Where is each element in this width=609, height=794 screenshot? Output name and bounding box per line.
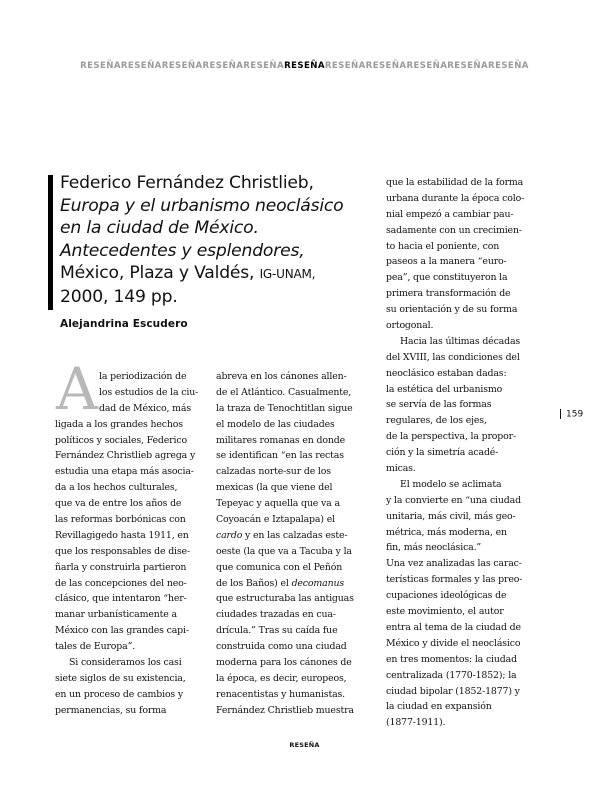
text-line: siete siglos de su existencia, xyxy=(55,672,186,684)
page-number xyxy=(560,409,583,420)
text-line: terísticas formales y las preo- xyxy=(386,574,523,586)
text-line: las reformas borbónicas con xyxy=(55,514,186,526)
drop-cap: A xyxy=(56,355,98,423)
text-line: entra al tema de la ciudad de xyxy=(386,621,521,633)
text-line: neoclásico estaban dadas: xyxy=(386,367,507,379)
text-line: Tepeyac y aquella que va a xyxy=(216,498,340,510)
text-line: manar urbanísticamente a xyxy=(55,609,177,621)
title-institution: IG-UNAM, xyxy=(259,267,316,282)
text-line: drícula.” Tras su caída fue xyxy=(216,625,338,637)
text-column-2 xyxy=(216,369,376,719)
text-line: clásico, que intentaron “her- xyxy=(55,593,187,605)
title-line xyxy=(60,262,370,286)
text-line xyxy=(216,576,376,592)
text-line: abreva en los cánones allen- xyxy=(216,371,347,382)
page-number-value: 159 xyxy=(566,409,584,420)
text-line: de la perspectiva, la propor- xyxy=(386,431,516,443)
text-line: micas. xyxy=(386,463,416,475)
text-line: y la convierte en “una ciudad xyxy=(386,494,521,506)
text-column-1 xyxy=(55,369,210,719)
text-line: en tres momentos: la ciudad xyxy=(386,653,517,665)
text-line: la estética del urbanismo xyxy=(386,383,503,395)
text-line: la época, es decir, europeos, xyxy=(216,672,347,684)
text-line: los estudios de la ciu- xyxy=(99,386,199,398)
header-highlight: RESEÑA xyxy=(284,61,325,71)
text-line: dad de México, más xyxy=(99,402,191,414)
text-column-3 xyxy=(386,175,546,731)
text-line: del XVIII, las condiciones del xyxy=(386,351,520,363)
text-line: ortogonal. xyxy=(386,320,434,332)
text-line: en un proceso de cambios y xyxy=(55,688,184,700)
text-line: tales de Europa”. xyxy=(55,641,136,653)
header-repeat-left: RESEÑARESEÑARESEÑARESEÑARESEÑA xyxy=(80,61,285,71)
text-line: ciudades trazadas en cua- xyxy=(216,609,336,621)
text-line: que comunica con el Peñón xyxy=(216,561,343,573)
text-line: la ciudad en expansión xyxy=(386,701,492,713)
text-line: se identifican “en las rectas xyxy=(216,450,344,462)
text-line: unitaria, más civil, más geo- xyxy=(386,510,516,522)
text-line: calzadas norte-sur de los xyxy=(216,466,331,478)
text-line: urbana durante la época colo- xyxy=(386,192,525,204)
text-line: que los responsables de dise- xyxy=(55,545,190,557)
text-line: (1877-1911). xyxy=(386,717,446,729)
text-line: que va de entre los años de xyxy=(55,498,182,510)
text-line: se servía de las formas xyxy=(386,399,492,411)
text-line: Revillagigedo hasta 1911, en xyxy=(55,529,189,541)
text-line: ciudad bipolar (1852-1877) y xyxy=(386,685,520,697)
text-line: militares romanas en donde xyxy=(216,434,345,446)
text-line: centralizada (1770-1852); la xyxy=(386,669,517,681)
text-line xyxy=(216,528,376,544)
text-line: México con las grandes capi- xyxy=(55,625,189,637)
review-title xyxy=(60,172,370,309)
text-line: Si consideramos los casi xyxy=(69,657,182,669)
title-line: en la ciudad de México. xyxy=(60,218,259,239)
page-number-divider xyxy=(560,409,561,419)
title-line: Antecedentes y esplendores, xyxy=(60,240,305,261)
text-line: paseos a la manera “euro- xyxy=(386,256,507,268)
text-line: regulares, de los ejes, xyxy=(386,415,487,427)
text-line: mexicas (la que viene del xyxy=(216,482,333,494)
text-line: construida como una ciudad xyxy=(216,641,347,653)
header-repeat-right: RESEÑARESEÑARESEÑARESEÑARESEÑA xyxy=(324,61,529,71)
text-line: este movimiento, el autor xyxy=(386,606,504,618)
text-line: Fernández Christlieb muestra xyxy=(216,704,354,716)
text-line: Hacia las últimas décadas xyxy=(400,335,521,347)
text-line: sadamente con un crecimien- xyxy=(386,224,522,236)
text-line: permanencias, su forma xyxy=(55,704,167,716)
text-line: cupaciones ideológicas de xyxy=(386,590,507,602)
text-line: México y divide el neoclásico xyxy=(386,637,521,649)
text-line: moderna para los cánones de xyxy=(216,657,352,669)
title-accent-bar xyxy=(48,175,53,310)
title-line: Europa y el urbanismo neoclásico xyxy=(60,195,344,216)
title-publisher: México, Plaza y Valdés, xyxy=(60,263,260,284)
text-line: políticos y sociales, Federico xyxy=(55,434,187,446)
text-line: su orientación y de su forma xyxy=(386,304,518,316)
text-line: El modelo se aclimata xyxy=(400,478,502,490)
text-line: primera transformación de xyxy=(386,288,511,300)
page-footer: RESEÑA xyxy=(289,741,320,749)
latin-term-decomanus: decomanus xyxy=(291,577,345,589)
text-line: métrica, más moderna, en xyxy=(386,526,507,538)
text-line: fin, más neoclásica.” xyxy=(386,542,482,554)
text-line: el modelo de las ciudades xyxy=(216,418,335,430)
text-line: da a los hechos culturales, xyxy=(55,482,178,494)
text-line: que la estabilidad de la forma xyxy=(386,177,524,188)
text-line: Coyoacán e Iztapalapa) el xyxy=(216,514,335,526)
latin-term-cardo: cardo xyxy=(216,529,243,541)
text-line: Una vez analizadas las carac- xyxy=(386,558,522,570)
text-line: Fernández Christlieb agrega y xyxy=(55,450,196,462)
title-line: Federico Fernández Christlieb, xyxy=(60,173,314,193)
text-line: nial empezó a cambiar pau- xyxy=(386,208,514,220)
text-line: renacentistas y humanistas. xyxy=(216,688,345,700)
text-line: oeste (la que va a Tacuba y la xyxy=(216,545,352,557)
text-line: estudia una etapa más asocia- xyxy=(55,466,194,478)
text-fragment: de los Baños) el xyxy=(216,577,292,589)
text-line: de el Atlántico. Casualmente, xyxy=(216,386,352,398)
text-line: pea”, que constituyeron la xyxy=(386,272,508,284)
text-line: to hacia el poniente, con xyxy=(386,240,500,252)
text-line: la traza de Tenochtitlan sigue xyxy=(216,402,353,414)
text-line: que estructuraba las antiguas xyxy=(216,593,354,605)
text-line: ligada a los grandes hechos xyxy=(55,418,183,430)
title-line: 2000, 149 pp. xyxy=(60,286,178,307)
section-header-band xyxy=(0,60,609,72)
author-name: Alejandrina Escudero xyxy=(60,318,188,330)
text-line: la periodización de xyxy=(99,371,187,382)
text-line: ñarla y construirla partieron xyxy=(55,561,187,573)
text-line: de las concepciones del neo- xyxy=(55,577,187,589)
text-fragment: y en las calzadas este- xyxy=(242,529,348,541)
text-line: ción y la simetría acadé- xyxy=(386,447,499,459)
